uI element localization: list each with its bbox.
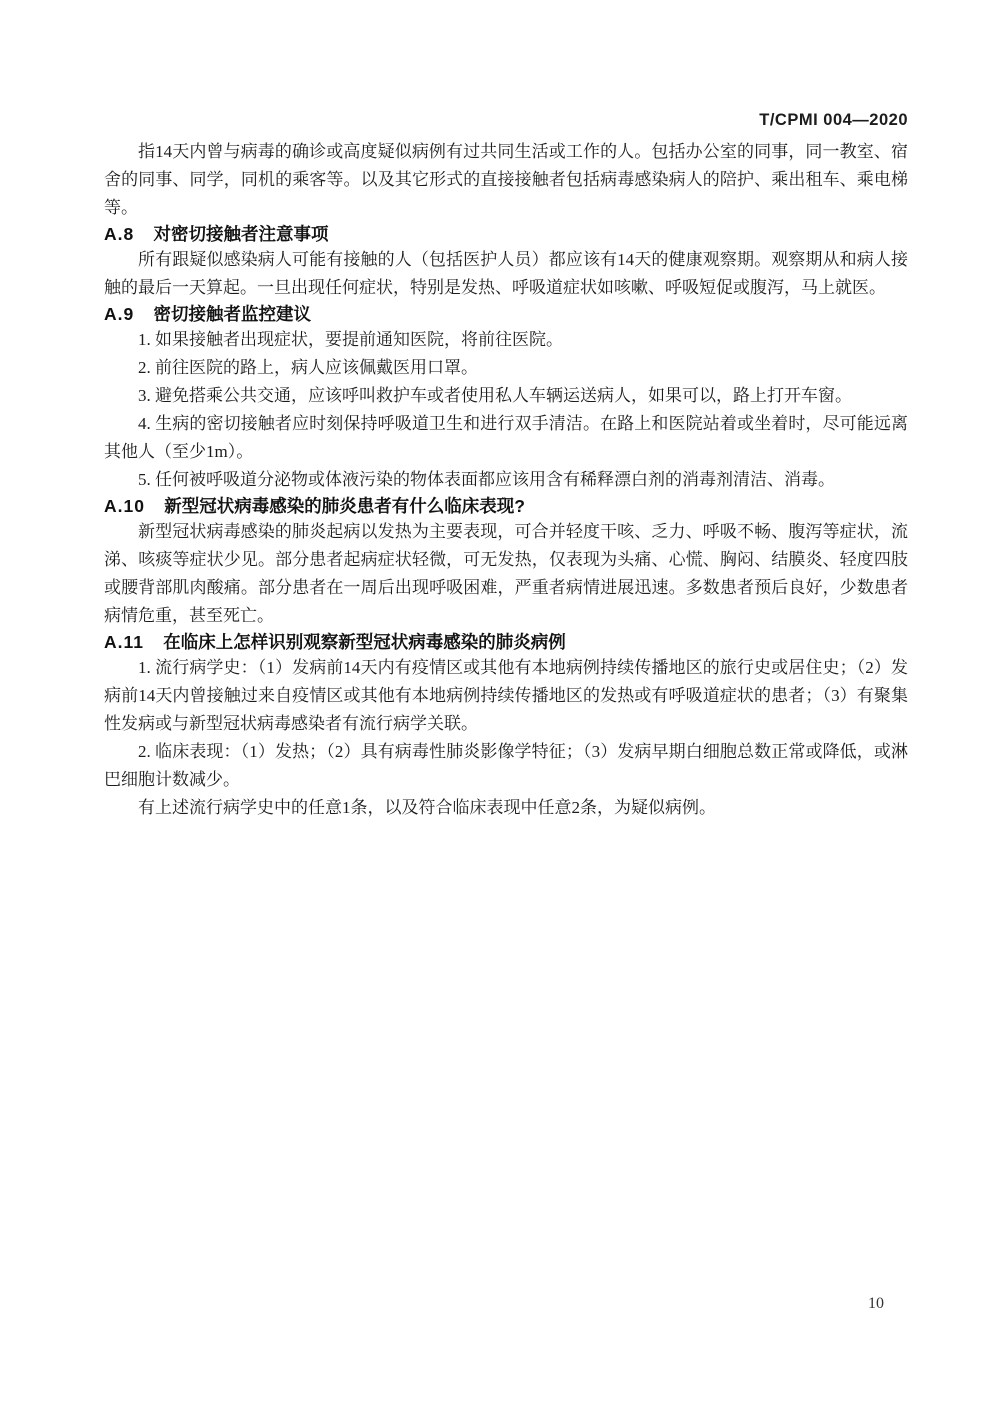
section-title-a10: 新型冠状病毒感染的肺炎患者有什么临床表现? bbox=[164, 496, 525, 516]
section-number-a8: A.8 bbox=[104, 224, 135, 244]
paragraph-a9-item-4: 4. 生病的密切接触者应时刻保持呼吸道卫生和进行双手清洁。在路上和医院站着或坐着时，尽可能远离其他人（至少1m）。 bbox=[104, 414, 908, 461]
section-number-a10: A.10 bbox=[104, 496, 145, 516]
paragraph-a9-item-1: 1. 如果接触者出现症状，要提前通知医院，将前往医院。 bbox=[138, 330, 563, 349]
paragraph-a11-clinical: 2. 临床表现：（1）发热；（2）具有病毒性肺炎影像学特征；（3）发病早期白细胞总数正常或降低，或淋巴细胞计数减少。 bbox=[104, 742, 908, 789]
page-number: 10 bbox=[868, 1295, 884, 1312]
paragraph-a9-item-5: 5. 任何被呼吸道分泌物或体液污染的物体表面都应该用含有稀释漂白剂的消毒剂清洁、消毒。 bbox=[138, 470, 835, 489]
paragraph-a10-body: 新型冠状病毒感染的肺炎起病以发热为主要表现，可合并轻度干咳、乏力、呼吸不畅、腹泻等症状，流涕、咳痰等症状少见。部分患者起病症状轻微，可无发热，仅表现为头痛、心慌、胸闷、结膜炎、轻度四肢或腰背部肌肉酸痛。部分患者在一周后出现呼吸困难，严重者病情进展迅速。多数患者预后良好，少数患者病情危重，甚至死亡。 bbox=[104, 522, 908, 625]
section-heading-a10 bbox=[104, 494, 908, 518]
paragraph-a11-suspected-case: 有上述流行病学史中的任意1条，以及符合临床表现中任意2条，为疑似病例。 bbox=[138, 798, 716, 817]
doc-code-header: T/CPMI 004—2020 bbox=[759, 111, 908, 129]
paragraph-a8-body: 所有跟疑似感染病人可能有接触的人（包括医护人员）都应该有14天的健康观察期。观察期从和病人接触的最后一天算起。一旦出现任何症状，特别是发热、呼吸道症状如咳嗽、呼吸短促或腹泻，马上就医。 bbox=[104, 250, 908, 297]
section-title-a8: 对密切接触者注意事项 bbox=[153, 224, 329, 244]
section-heading-a11 bbox=[104, 630, 908, 654]
section-heading-a8 bbox=[104, 222, 908, 246]
section-number-a9: A.9 bbox=[104, 304, 135, 324]
section-title-a11: 在临床上怎样识别观察新型冠状病毒感染的肺炎病例 bbox=[163, 632, 566, 652]
section-heading-a9 bbox=[104, 302, 908, 326]
section-title-a9: 密切接触者监控建议 bbox=[153, 304, 311, 324]
paragraph-a11-epidemiology: 1. 流行病学史：（1）发病前14天内有疫情区或其他有本地病例持续传播地区的旅行史或居住史；（2）发病前14天内曾接触过来自疫情区或其他有本地病例持续传播地区的发热或有呼吸道症状的患者；（3）有聚集性发病或与新型冠状病毒感染者有流行病学关联。 bbox=[104, 658, 908, 733]
paragraph-close-contact-definition: 指14天内曾与病毒的确诊或高度疑似病例有过共同生活或工作的人。包括办公室的同事，同一教室、宿舍的同事、同学，同机的乘客等。以及其它形式的直接接触者包括病毒感染病人的陪护、乘出租车、乘电梯等。 bbox=[104, 142, 908, 217]
paragraph-a9-item-3: 3. 避免搭乘公共交通，应该呼叫救护车或者使用私人车辆运送病人，如果可以，路上打开车窗。 bbox=[138, 386, 852, 405]
section-number-a11: A.11 bbox=[104, 632, 144, 652]
paragraph-a9-item-2: 2. 前往医院的路上，病人应该佩戴医用口罩。 bbox=[138, 358, 478, 377]
page-content bbox=[104, 110, 908, 822]
